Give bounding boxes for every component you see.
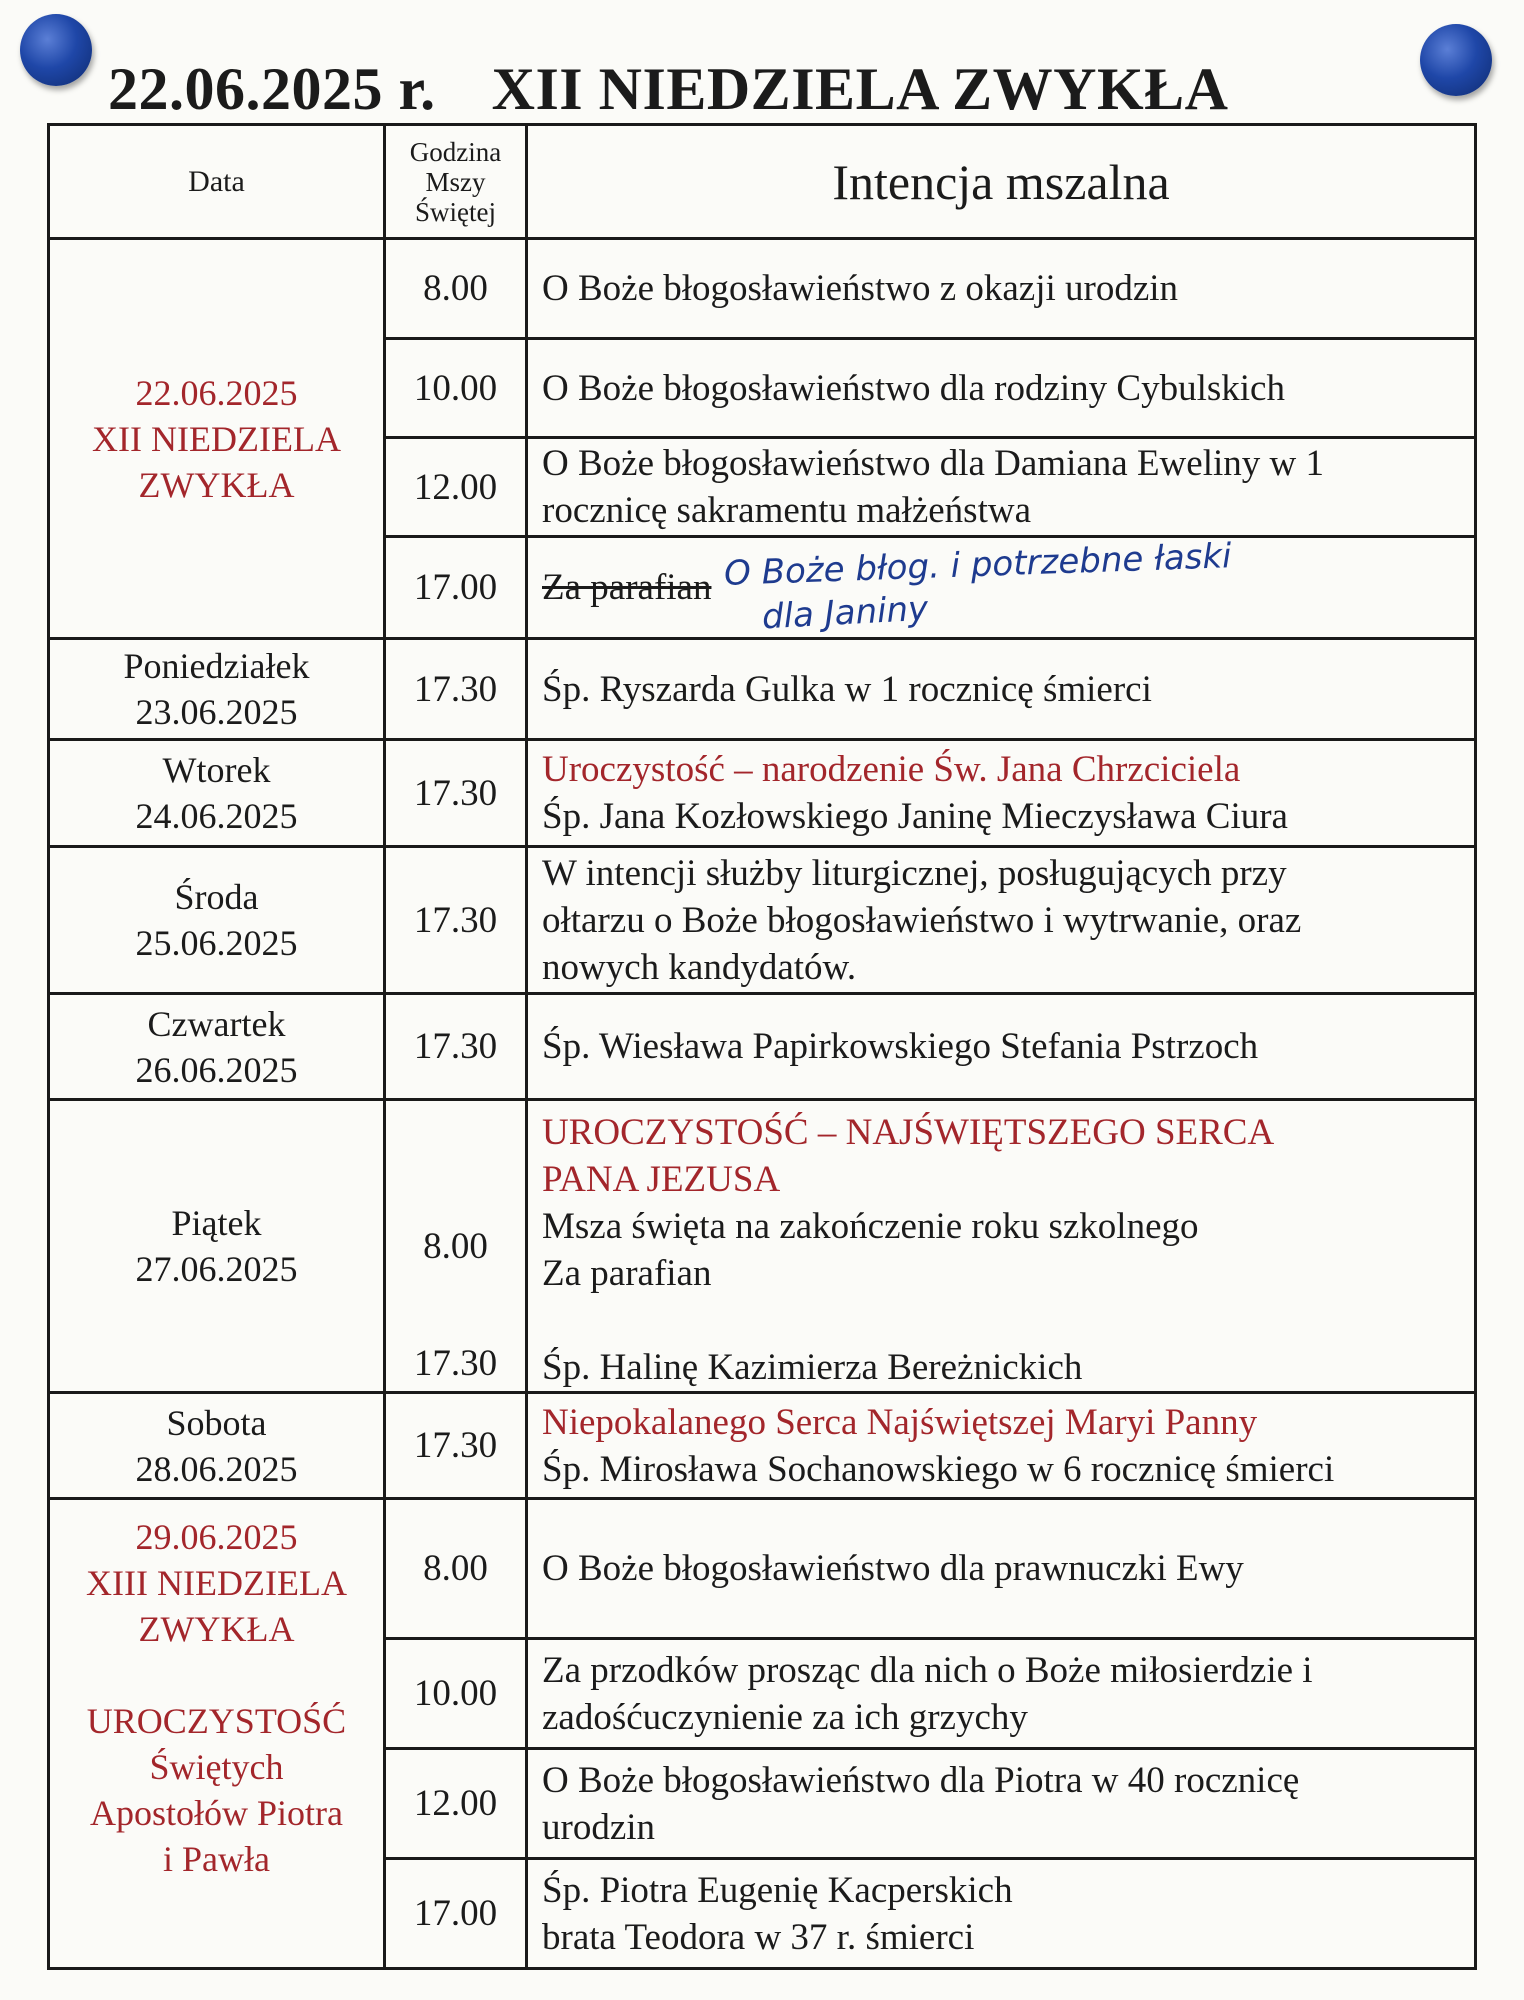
intention-text: Śp. Piotra Eugenię Kacperskich brata Teodora w 37 r. śmierci — [527, 1859, 1476, 1969]
intention-text: Niepokalanego Serca Najświętszej Maryi Panny Śp. Mirosława Sochanowskiego w 6 rocznicę śmierci — [527, 1393, 1476, 1499]
table-row — [49, 847, 1476, 994]
intention-text: Za przodków prosząc dla nich o Boże miłosierdzie i zadośćuczynienie za ich grzychy — [527, 1639, 1476, 1749]
date-cell-saturday: Sobota 28.06.2025 — [49, 1393, 385, 1499]
intention-text: O Boże błogosławieństwo z okazji urodzin — [527, 239, 1476, 339]
mass-time: 17.00 — [385, 1859, 527, 1969]
table-row — [49, 639, 1476, 740]
intention-text: Uroczystość – narodzenie Św. Jana Chrzciciela Śp. Jana Kozłowskiego Janinę Mieczysława Ciura — [527, 740, 1476, 847]
intention-text: O Boże błogosławieństwo dla Piotra w 40 rocznicę urodzin — [527, 1749, 1476, 1859]
date-cell-monday: Poniedziałek 23.06.2025 — [49, 639, 385, 740]
mass-time: 8.00 — [385, 1499, 527, 1639]
intention-text: O Boże błogosławieństwo dla prawnuczki Ewy — [527, 1499, 1476, 1639]
intention-text: Śp. Ryszarda Gulka w 1 rocznicę śmierci — [527, 639, 1476, 740]
feast-name: Niepokalanego Serca Najświętszej Maryi Panny — [542, 1401, 1258, 1443]
mass-time: 17.30 — [385, 639, 527, 740]
intention-text: W intencji służby liturgicznej, posługujących przy ołtarzu o Boże błogosławieństwo i wytrwanie, oraz nowych kandydatów. — [527, 847, 1476, 994]
mass-time: 17.30 — [385, 1393, 527, 1499]
title-name: XII NIEDZIELA ZWYKŁA — [491, 56, 1229, 122]
pushpin-icon — [20, 14, 92, 86]
header-data: Data — [49, 125, 385, 239]
feast-name: Uroczystość – narodzenie Św. Jana Chrzciciela — [542, 749, 1241, 790]
mass-schedule-table — [47, 123, 1477, 1970]
date-cell-wednesday: Środa 25.06.2025 — [49, 847, 385, 994]
intention-text: O Boże błogosławieństwo dla rodziny Cybulskich — [527, 339, 1476, 438]
handwritten-note: dla Janiny — [761, 588, 930, 638]
table-row — [49, 1100, 1476, 1393]
table-row — [49, 1499, 1476, 1639]
header-row — [49, 125, 1476, 239]
header-godzina: Godzina Mszy Świętej — [385, 125, 527, 239]
feast-name: PANA JEZUSA — [542, 1159, 781, 1200]
mass-time: 8.00 — [385, 239, 527, 339]
mass-time: 10.00 — [385, 339, 527, 438]
intention-text: O Boże błogosławieństwo dla Damiana Eweliny w 1 rocznicę sakramentu małżeństwa — [527, 438, 1476, 537]
title-date: 22.06.2025 r. — [108, 56, 436, 122]
mass-time: 10.00 — [385, 1639, 527, 1749]
date-cell-sunday-1: 22.06.2025 XII NIEDZIELA ZWYKŁA — [49, 239, 385, 639]
feast-name: UROCZYSTOŚĆ – NAJŚWIĘTSZEGO SERCA — [542, 1112, 1275, 1153]
date-cell-tuesday: Wtorek 24.06.2025 — [49, 740, 385, 847]
mass-time: 17.30 — [385, 740, 527, 847]
mass-time: 17.30 — [385, 994, 527, 1100]
table-row — [49, 239, 1476, 339]
table-row — [49, 994, 1476, 1100]
date-cell-sunday-2: 29.06.2025 XIII NIEDZIELA ZWYKŁA UROCZYSTOŚĆ Świętych Apostołów Piotra i Pawła — [49, 1499, 385, 1969]
table-row — [49, 1393, 1476, 1499]
intention-text: UROCZYSTOŚĆ – NAJŚWIĘTSZEGO SERCA PANA JEZUSA Msza święta na zakończenie roku szkolnego Za parafian Śp. Halinę Kazimierza Bereżnickich — [527, 1100, 1476, 1393]
date-cell-thursday: Czwartek 26.06.2025 — [49, 994, 385, 1100]
date-cell-friday: Piątek 27.06.2025 — [49, 1100, 385, 1393]
header-intencja: Intencja mszalna — [527, 125, 1476, 239]
mass-time: 17.00 — [385, 537, 527, 639]
intention-text — [527, 537, 1476, 639]
pushpin-icon — [1420, 24, 1492, 96]
table-row — [49, 740, 1476, 847]
mass-time-2: 17.30 — [413, 1343, 498, 1384]
mass-time: 12.00 — [385, 438, 527, 537]
intention-text: Śp. Wiesława Papirkowskiego Stefania Pstrzoch — [527, 994, 1476, 1100]
page-title — [108, 55, 1228, 124]
struck-intention: Za parafian — [542, 567, 712, 608]
handwritten-note: O Boże błog. i potrzebne łaski — [723, 536, 1233, 594]
mass-time: 17.30 — [385, 847, 527, 994]
mass-time: 12.00 — [385, 1749, 527, 1859]
mass-time: 8.00 17.30 — [385, 1100, 527, 1393]
